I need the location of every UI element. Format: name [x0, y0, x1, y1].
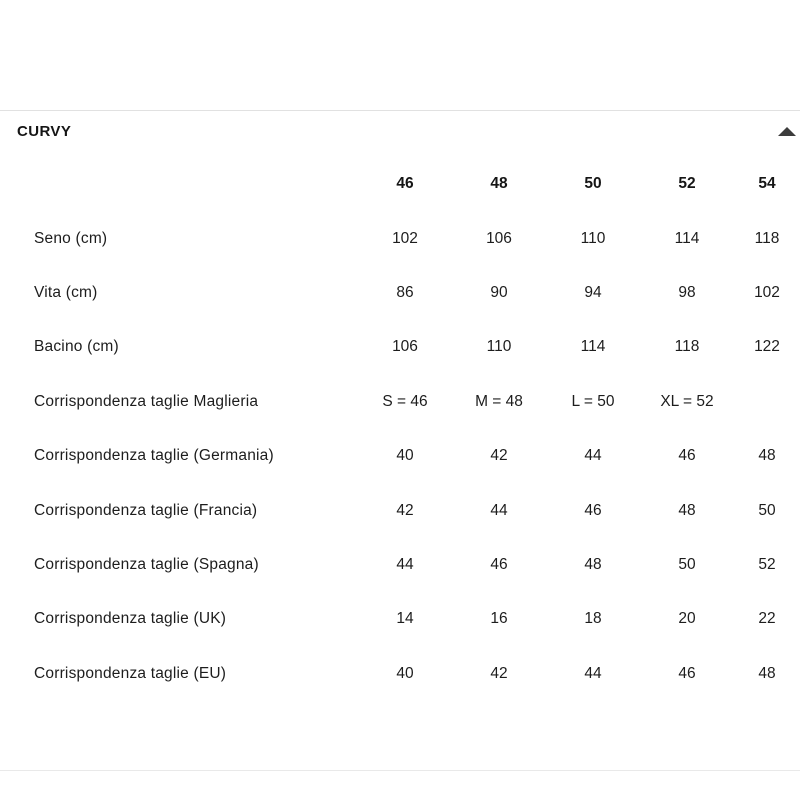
size-value: 118	[754, 229, 780, 247]
size-value: 46	[490, 555, 508, 573]
size-value: 106	[392, 338, 418, 356]
table-row-seno	[16, 211, 800, 265]
table-row-vita	[16, 266, 800, 320]
size-value: 52	[758, 555, 776, 573]
size-value: 122	[754, 338, 780, 356]
row-label: Seno (cm)	[34, 229, 108, 247]
size-value: 110	[580, 229, 606, 247]
size-column-header: 46	[396, 175, 414, 193]
accordion-header-curvy[interactable]	[0, 111, 800, 151]
size-value: 44	[584, 664, 602, 682]
size-column-header: 54	[758, 175, 776, 193]
panel-title: CURVY	[17, 122, 72, 140]
table-row-spagna	[16, 538, 800, 592]
size-value: 86	[396, 283, 414, 301]
size-value: 102	[754, 283, 780, 301]
size-value: XL = 52	[660, 392, 714, 410]
size-value: 44	[584, 447, 602, 465]
size-value: 46	[678, 447, 696, 465]
table-row-bacino	[16, 320, 800, 374]
size-value: 22	[758, 610, 776, 628]
size-value: 42	[490, 447, 508, 465]
size-column-header: 50	[584, 175, 602, 193]
size-value: 106	[486, 229, 512, 247]
size-value: 44	[396, 555, 414, 573]
size-column-header: 52	[678, 175, 696, 193]
size-value: 20	[678, 610, 696, 628]
size-value: 90	[490, 283, 508, 301]
size-value: 18	[584, 610, 602, 628]
size-value: S = 46	[382, 392, 428, 410]
size-value: 46	[678, 664, 696, 682]
size-value: 48	[584, 555, 602, 573]
size-value: 44	[490, 501, 508, 519]
table-row-maglieria	[16, 375, 800, 429]
size-value: 114	[674, 229, 700, 247]
size-value: 46	[584, 501, 602, 519]
row-label: Corrispondenza taglie (Spagna)	[34, 555, 259, 573]
size-value: 48	[758, 664, 776, 682]
size-value: 40	[396, 664, 414, 682]
table-row-francia	[16, 483, 800, 537]
size-value: 48	[758, 447, 776, 465]
size-value: L = 50	[571, 392, 615, 410]
size-value: 40	[396, 447, 414, 465]
size-value: 42	[396, 501, 414, 519]
caret-up-icon[interactable]	[778, 127, 796, 136]
table-row-germania	[16, 429, 800, 483]
size-value: 14	[396, 610, 414, 628]
size-value: 110	[486, 338, 512, 356]
size-value: 48	[678, 501, 696, 519]
row-label: Corrispondenza taglie (EU)	[34, 664, 227, 682]
size-value: 42	[490, 664, 508, 682]
size-column-header: 48	[490, 175, 508, 193]
size-value: M = 48	[475, 392, 523, 410]
size-value: 50	[758, 501, 776, 519]
size-header-row	[16, 157, 800, 211]
row-label: Corrispondenza taglie (Germania)	[34, 447, 274, 465]
size-value: 98	[678, 283, 696, 301]
bottom-divider	[0, 770, 800, 771]
row-label: Corrispondenza taglie Maglieria	[34, 392, 259, 410]
row-label: Corrispondenza taglie (UK)	[34, 610, 227, 628]
size-value: 118	[674, 338, 700, 356]
size-value: 102	[392, 229, 418, 247]
size-chart-table	[16, 157, 800, 701]
size-value: 94	[584, 283, 602, 301]
size-value: 114	[580, 338, 606, 356]
size-value: 16	[490, 610, 508, 628]
row-label: Bacino (cm)	[34, 338, 119, 356]
size-value: 50	[678, 555, 696, 573]
table-row-uk	[16, 592, 800, 646]
row-label: Corrispondenza taglie (Francia)	[34, 501, 258, 519]
table-row-eu	[16, 647, 800, 701]
row-label: Vita (cm)	[34, 283, 98, 301]
